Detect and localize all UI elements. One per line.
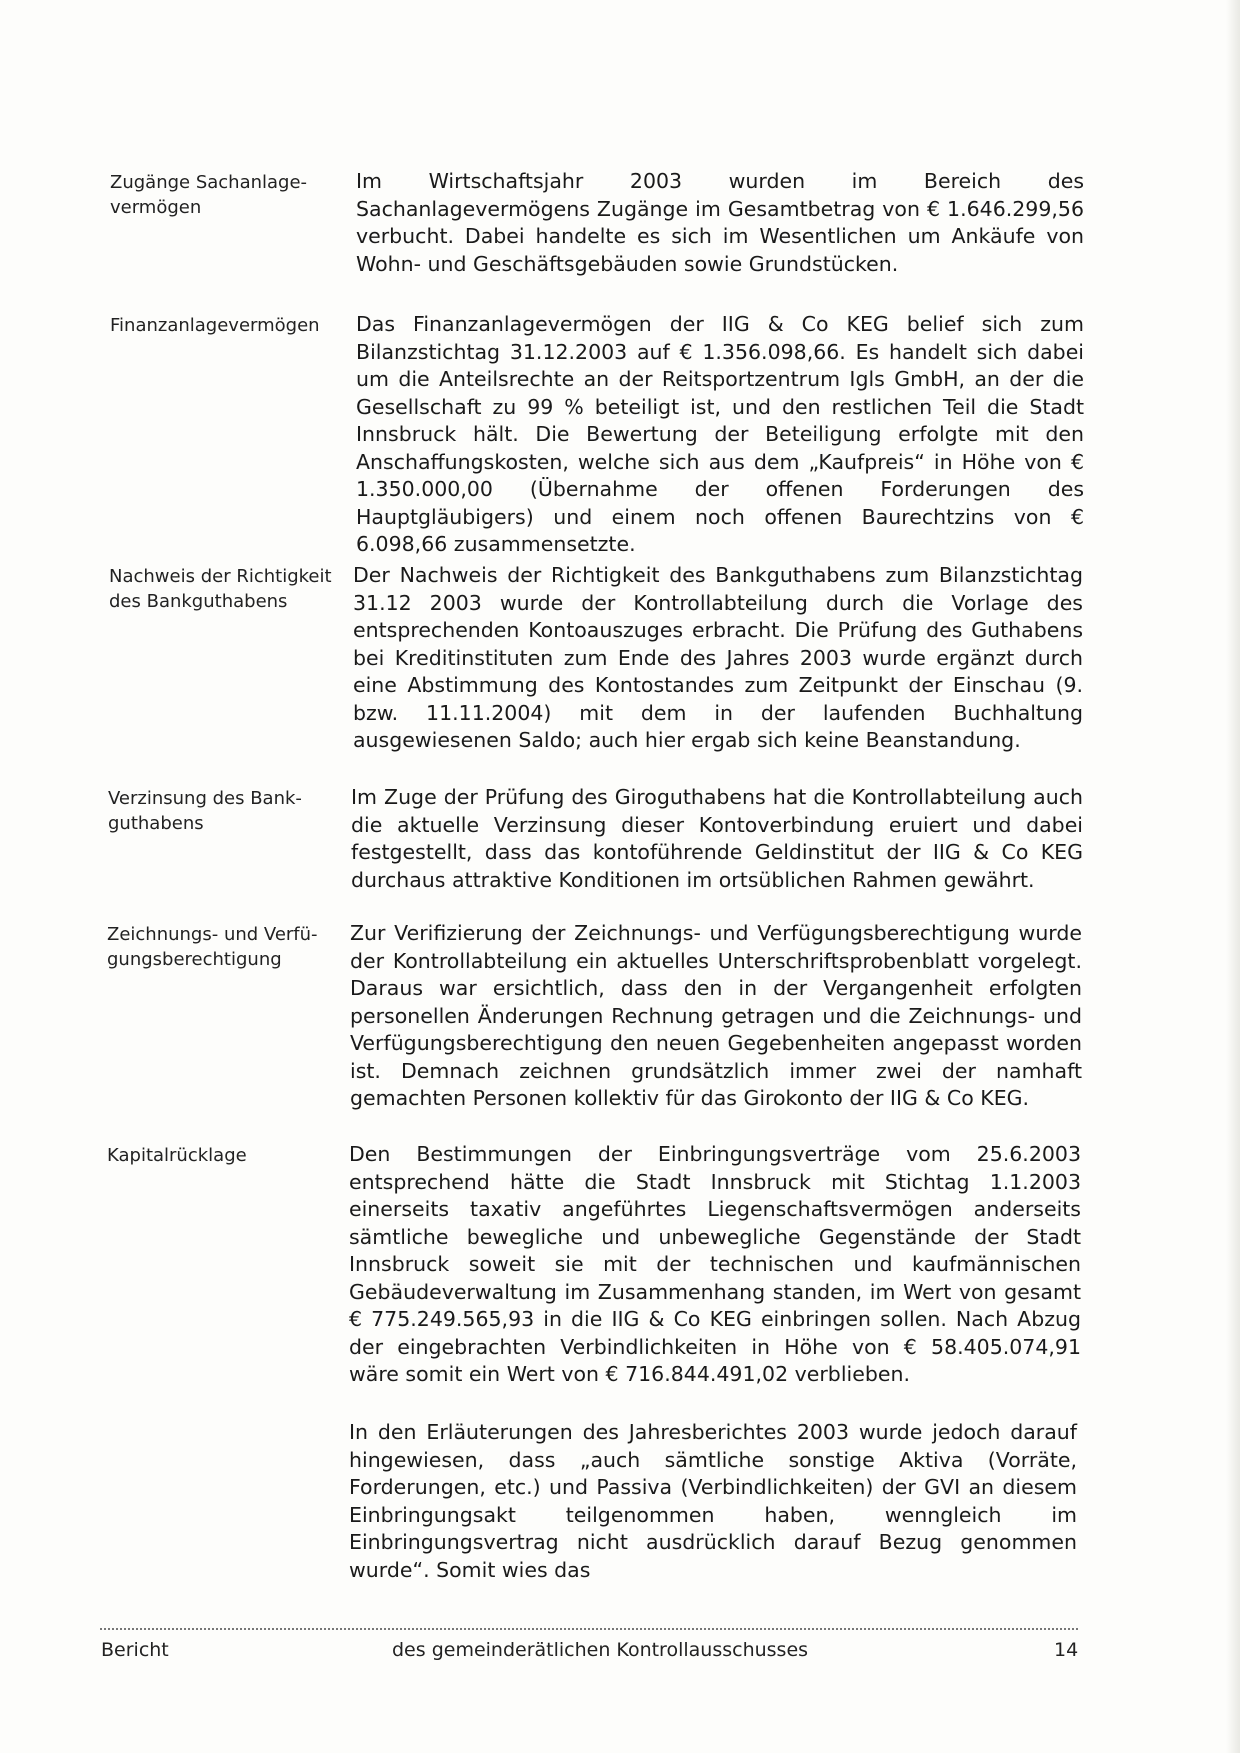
footer-rule	[100, 1628, 1078, 1630]
body-paragraph: Zur Verifizierung der Zeichnungs- und Verfügungsberechtigung wurde der Kontrollabteilung ein aktuelles Unterschriftsprobenblatt vorgelegt. Daraus war ersichtlich, dass den in der Vergangenheit erfolgten personellen Änderungen Rechnung getragen und die Zeichnungs- und Verfügungsberechtigung den neuen Gegebenheiten angepasst worden ist. Demnach zeichnen grundsätzlich immer zwei der namhaft gemachten Personen kollektiv für das Girokonto der IIG & Co KEG.	[350, 921, 1082, 1110]
side-label: Zugänge Sachanlage- vermögen	[110, 172, 308, 218]
body-paragraph: Im Wirtschaftsjahr 2003 wurden im Bereich des Sachanlagevermögens Zugänge im Gesamtbetrag von € 1.646.299,56 verbucht. Dabei handelte es sich im Wesentlichen um Ankäufe von Wohn- und Geschäftsgebäuden sowie Grundstücken.	[356, 169, 1084, 276]
body-paragraph: Das Finanzanlagevermögen der IIG & Co KEG belief sich zum Bilanzstichtag 31.12.2003 auf € 1.356.098,66. Es handelt sich dabei um die Anteilsrechte an der Reitsportzentrum Igls GmbH, an der die Gesellschaft zu 99 % beteiligt ist, und den restlichen Teil die Stadt Innsbruck hält. Die Bewertung der Beteiligung erfolgte mit den Anschaffungskosten, welche sich aus dem „Kaufpreis“ in Höhe von € 1.350.000,00 (Übernahme der offenen Forderungen des Hauptgläubigers) und einem noch offenen Baurechtzins von € 6.098,66 zusammensetzte.	[356, 312, 1084, 556]
footer-left: Bericht	[101, 1639, 169, 1661]
body-paragraph: Den Bestimmungen der Einbringungsverträge vom 25.6.2003 entsprechend hätte die Stadt Innsbruck mit Stichtag 1.1.2003 einerseits taxativ angeführtes Liegenschaftsvermögen anderseits sämtliche bewegliche und unbewegliche Gegenstände der Stadt Innsbruck soweit sie mit der technischen und kaufmännischen Gebäudeverwaltung im Zusammenhang standen, im Wert von gesamt € 775.249.565,93 in die IIG & Co KEG einbringen sollen. Nach Abzug der eingebrachten Verbindlichkeiten in Höhe von € 58.405.074,91 wäre somit ein Wert von € 716.844.491,02 verblieben.	[349, 1142, 1081, 1386]
scan-edge	[1226, 0, 1240, 1753]
page-number: 14	[1054, 1639, 1079, 1661]
body-paragraph: In den Erläuterungen des Jahresberichtes 2003 wurde jedoch darauf hingewiesen, dass „auch sämtliche sonstige Aktiva (Vorräte, Forderungen, etc.) und Passiva (Verbindlichkeiten) der GVI an diesem Einbringungsakt teilgenommen haben, wenngleich im Einbringungsvertrag nicht ausdrücklich darauf Bezug genommen wurde“. Somit wies das	[349, 1420, 1077, 1582]
footer-center: des gemeinderätlichen Kontrollausschusses	[392, 1639, 809, 1661]
side-label: Nachweis der Richtigkeit des Bankguthabens	[109, 566, 332, 612]
body-paragraph: Der Nachweis der Richtigkeit des Bankguthabens zum Bilanzstichtag 31.12 2003 wurde der Kontrollabteilung durch die Vorlage des entsprechenden Kontoauszuges erbracht. Die Prüfung des Guthabens bei Kreditinstituten zum Ende des Jahres 2003 wurde ergänzt durch eine Abstimmung des Kontostandes zum Zeitpunkt der Einschau (9. bzw. 11.11.2004) mit dem in der laufenden Buchhaltung ausgewiesenen Saldo; auch hier ergab sich keine Beanstandung.	[353, 563, 1083, 752]
side-label: Zeichnungs- und Verfü- gungsberechtigung	[107, 924, 318, 970]
body-paragraph: Im Zuge der Prüfung des Giroguthabens hat die Kontrollabteilung auch die aktuelle Verzinsung dieser Kontoverbindung eruiert und dabei festgestellt, dass das kontoführende Geldinstitut der IIG & Co KEG durchaus attraktive Konditionen im ortsüblichen Rahmen gewährt.	[351, 785, 1083, 892]
side-label: Kapitalrücklage	[107, 1145, 247, 1166]
side-label: Verzinsung des Bank- guthabens	[108, 788, 302, 834]
side-label: Finanzanlagevermögen	[110, 315, 320, 336]
